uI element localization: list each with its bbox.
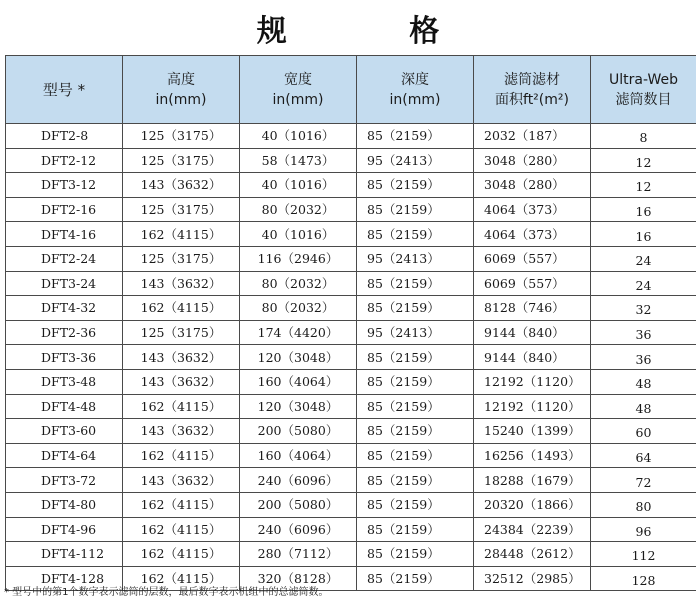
width-cell: 320（8128）	[240, 566, 357, 591]
model-cell: DFT3-48	[6, 369, 123, 394]
depth-cell: 85（2159）	[357, 173, 474, 198]
table-row	[6, 197, 696, 222]
height-cell: 162（4115）	[123, 296, 240, 321]
width-cell: 80（2032）	[240, 296, 357, 321]
model-cell: DFT4-48	[6, 394, 123, 419]
depth-cell: 85（2159）	[357, 419, 474, 444]
depth-cell: 85（2159）	[357, 124, 474, 149]
height-cell: 162（4115）	[123, 492, 240, 517]
table-body	[6, 124, 696, 591]
depth-cell: 85（2159）	[357, 197, 474, 222]
width-cell: 40（1016）	[240, 222, 357, 247]
depth-cell: 85（2159）	[357, 296, 474, 321]
filter-area-cell: 3048（280）	[474, 148, 591, 173]
table-row	[6, 443, 696, 468]
cartridge-count-cell: 48	[591, 369, 696, 394]
depth-cell: 85（2159）	[357, 271, 474, 296]
width-cell: 160（4064）	[240, 369, 357, 394]
model-cell: DFT2-12	[6, 148, 123, 173]
depth-cell: 85（2159）	[357, 566, 474, 591]
width-cell: 280（7112）	[240, 542, 357, 567]
header-model: 型号 *	[6, 56, 123, 124]
table-row	[6, 173, 696, 198]
height-cell: 162（4115）	[123, 566, 240, 591]
cartridge-count-cell: 24	[591, 246, 696, 271]
header-width: 宽度 in(mm)	[240, 56, 357, 124]
depth-cell: 85（2159）	[357, 443, 474, 468]
model-cell: DFT3-12	[6, 173, 123, 198]
depth-cell: 95（2413）	[357, 148, 474, 173]
filter-area-cell: 4064（373）	[474, 222, 591, 247]
width-cell: 80（2032）	[240, 271, 357, 296]
table-row	[6, 468, 696, 493]
height-cell: 125（3175）	[123, 320, 240, 345]
cartridge-count-cell: 48	[591, 394, 696, 419]
cartridge-count-cell: 64	[591, 443, 696, 468]
width-cell: 120（3048）	[240, 394, 357, 419]
cartridge-count-cell: 16	[591, 222, 696, 247]
model-cell: DFT3-72	[6, 468, 123, 493]
model-cell: DFT2-24	[6, 246, 123, 271]
width-cell: 240（6096）	[240, 468, 357, 493]
height-cell: 162（4115）	[123, 443, 240, 468]
cartridge-count-cell: 36	[591, 320, 696, 345]
cartridge-count-cell: 96	[591, 517, 696, 542]
cartridge-count-cell: 128	[591, 566, 696, 591]
table-row	[6, 517, 696, 542]
width-cell: 80（2032）	[240, 197, 357, 222]
height-cell: 143（3632）	[123, 468, 240, 493]
filter-area-cell: 20320（1866）	[474, 492, 591, 517]
depth-cell: 85（2159）	[357, 517, 474, 542]
model-cell: DFT2-36	[6, 320, 123, 345]
table-row	[6, 246, 696, 271]
model-cell: DFT3-24	[6, 271, 123, 296]
table-row	[6, 148, 696, 173]
table-row	[6, 296, 696, 321]
cartridge-count-cell: 12	[591, 173, 696, 198]
cartridge-count-cell: 12	[591, 148, 696, 173]
filter-area-cell: 32512（2985）	[474, 566, 591, 591]
height-cell: 125（3175）	[123, 197, 240, 222]
filter-area-cell: 4064（373）	[474, 197, 591, 222]
height-cell: 143（3632）	[123, 345, 240, 370]
filter-area-cell: 9144（840）	[474, 345, 591, 370]
depth-cell: 85（2159）	[357, 394, 474, 419]
width-cell: 58（1473）	[240, 148, 357, 173]
header-height: 高度 in(mm)	[123, 56, 240, 124]
model-cell: DFT4-16	[6, 222, 123, 247]
filter-area-cell: 28448（2612）	[474, 542, 591, 567]
width-cell: 174（4420）	[240, 320, 357, 345]
height-cell: 125（3175）	[123, 246, 240, 271]
width-cell: 200（5080）	[240, 419, 357, 444]
filter-area-cell: 8128（746）	[474, 296, 591, 321]
filter-area-cell: 18288（1679）	[474, 468, 591, 493]
height-cell: 125（3175）	[123, 124, 240, 149]
height-cell: 162（4115）	[123, 222, 240, 247]
model-cell: DFT4-96	[6, 517, 123, 542]
depth-cell: 85（2159）	[357, 345, 474, 370]
width-cell: 40（1016）	[240, 124, 357, 149]
height-cell: 143（3632）	[123, 369, 240, 394]
filter-area-cell: 6069（557）	[474, 271, 591, 296]
table-row	[6, 369, 696, 394]
height-cell: 143（3632）	[123, 173, 240, 198]
table-row	[6, 542, 696, 567]
model-cell: DFT4-128	[6, 566, 123, 591]
depth-cell: 95（2413）	[357, 246, 474, 271]
model-cell: DFT4-64	[6, 443, 123, 468]
height-cell: 162（4115）	[123, 517, 240, 542]
height-cell: 143（3632）	[123, 271, 240, 296]
filter-area-cell: 9144（840）	[474, 320, 591, 345]
model-cell: DFT3-60	[6, 419, 123, 444]
height-cell: 143（3632）	[123, 419, 240, 444]
filter-area-cell: 3048（280）	[474, 173, 591, 198]
height-cell: 125（3175）	[123, 148, 240, 173]
model-cell: DFT4-112	[6, 542, 123, 567]
page-title: 规 格	[256, 14, 496, 49]
filter-area-cell: 12192（1120）	[474, 369, 591, 394]
width-cell: 120（3048）	[240, 345, 357, 370]
depth-cell: 85（2159）	[357, 369, 474, 394]
table-row	[6, 345, 696, 370]
width-cell: 200（5080）	[240, 492, 357, 517]
cartridge-count-cell: 8	[591, 124, 696, 149]
table-row	[6, 271, 696, 296]
filter-area-cell: 16256（1493）	[474, 443, 591, 468]
header-filter-area: 滤筒滤材 面积ft²(m²)	[474, 56, 591, 124]
depth-cell: 85（2159）	[357, 222, 474, 247]
depth-cell: 85（2159）	[357, 542, 474, 567]
depth-cell: 85（2159）	[357, 492, 474, 517]
table-row	[6, 394, 696, 419]
model-cell: DFT4-32	[6, 296, 123, 321]
model-cell: DFT3-36	[6, 345, 123, 370]
cartridge-count-cell: 36	[591, 345, 696, 370]
cartridge-count-cell: 24	[591, 271, 696, 296]
width-cell: 40（1016）	[240, 173, 357, 198]
depth-cell: 95（2413）	[357, 320, 474, 345]
cartridge-count-cell: 60	[591, 419, 696, 444]
filter-area-cell: 2032（187）	[474, 124, 591, 149]
width-cell: 116（2946）	[240, 246, 357, 271]
width-cell: 240（6096）	[240, 517, 357, 542]
cartridge-count-cell: 72	[591, 468, 696, 493]
footnote: * 型号中的第1个数字表示滤筒的层数，最后数字表示机组中的总滤筒数。	[4, 587, 329, 598]
filter-area-cell: 24384（2239）	[474, 517, 591, 542]
table-row	[6, 419, 696, 444]
spec-table	[5, 55, 696, 591]
model-cell: DFT2-8	[6, 124, 123, 149]
cartridge-count-cell: 112	[591, 542, 696, 567]
cartridge-count-cell: 80	[591, 492, 696, 517]
cartridge-count-cell: 32	[591, 296, 696, 321]
filter-area-cell: 6069（557）	[474, 246, 591, 271]
table-row	[6, 320, 696, 345]
height-cell: 162（4115）	[123, 394, 240, 419]
width-cell: 160（4064）	[240, 443, 357, 468]
header-depth: 深度 in(mm)	[357, 56, 474, 124]
header-cartridge-count: Ultra-Web 滤筒数目	[591, 56, 696, 124]
filter-area-cell: 15240（1399）	[474, 419, 591, 444]
height-cell: 162（4115）	[123, 542, 240, 567]
table-row	[6, 124, 696, 149]
model-cell: DFT4-80	[6, 492, 123, 517]
table-row	[6, 222, 696, 247]
table-header-row	[6, 56, 696, 124]
model-cell: DFT2-16	[6, 197, 123, 222]
depth-cell: 85（2159）	[357, 468, 474, 493]
filter-area-cell: 12192（1120）	[474, 394, 591, 419]
table-row	[6, 492, 696, 517]
cartridge-count-cell: 16	[591, 197, 696, 222]
